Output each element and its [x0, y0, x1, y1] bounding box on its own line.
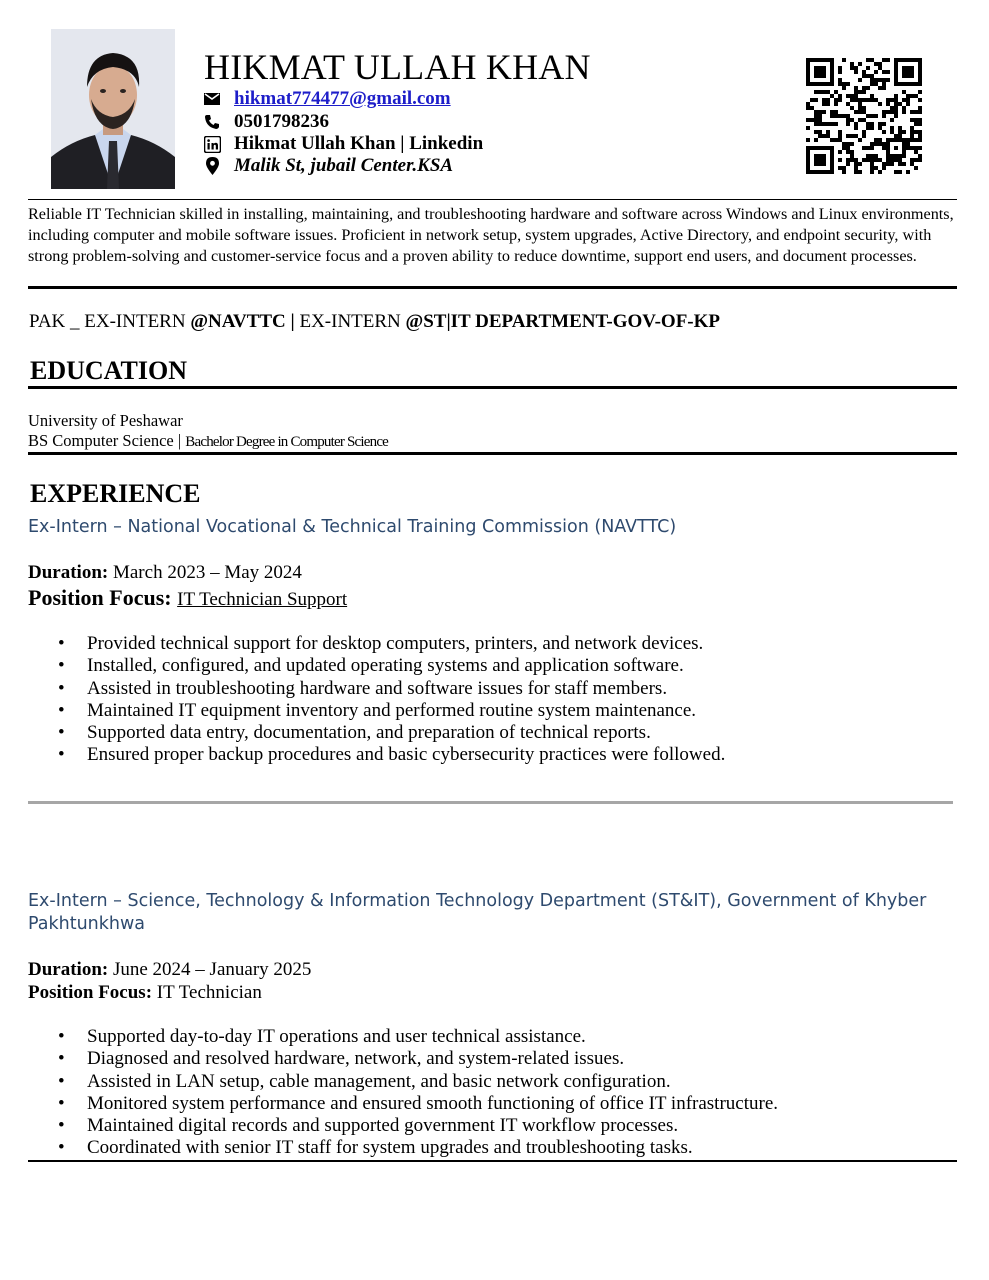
intern-mid: EX-INTERN [299, 311, 406, 332]
list-item: • Maintained IT equipment inventory and performed routine system maintenance. [58, 700, 725, 722]
list-item: • Supported data entry, documentation, and preparation of technical reports. [58, 722, 725, 744]
list-item: • Assisted in troubleshooting hardware and software issues for staff members. [58, 678, 725, 700]
degree-line [28, 431, 388, 451]
phone-number: 0501798236 [234, 111, 329, 132]
summary-divider [28, 286, 957, 289]
duration-label: Duration: [28, 562, 109, 583]
intern-prefix: PAK _ EX-INTERN [29, 311, 191, 332]
linkedin-icon [202, 134, 222, 154]
job-position-focus [28, 585, 347, 611]
email-link[interactable]: hikmat774477@gmail.com [234, 88, 451, 109]
list-item: • Monitored system performance and ensured smooth functioning of office IT infrastructure. [58, 1093, 778, 1115]
linkedin-link[interactable]: Hikmat Ullah Khan | Linkedin [234, 133, 484, 154]
job-separator [28, 801, 953, 804]
intern-org-stit: @ST|IT DEPARTMENT-GOV-OF-KP [405, 311, 721, 332]
job-title: Ex-Intern – National Vocational & Technical Training Commission (NAVTTC) [28, 517, 677, 537]
degree-full: Bachelor Degree in Computer Science [185, 434, 389, 450]
candidate-name: HIKMAT ULLAH KHAN [204, 47, 591, 87]
job-bullets [58, 633, 725, 767]
job-position-focus [28, 982, 262, 1004]
footer-divider [28, 1160, 957, 1162]
qr-code [806, 58, 922, 174]
position-focus-value: IT Technician [152, 982, 262, 1003]
degree-short: BS Computer Science | [28, 431, 186, 450]
experience-heading: EXPERIENCE [30, 479, 201, 508]
location-pin-icon [202, 156, 222, 176]
job-bullets [58, 1026, 778, 1160]
intern-org-navttc: @NAVTTC | [190, 311, 300, 332]
envelope-icon [202, 89, 222, 109]
list-item: • Supported day-to-day IT operations and user technical assistance. [58, 1026, 778, 1048]
job-duration [28, 959, 311, 981]
list-item: • Assisted in LAN setup, cable management, and basic network configuration. [58, 1071, 778, 1093]
duration-value: March 2023 – May 2024 [108, 562, 302, 583]
position-focus-value: IT Technician Support [177, 589, 348, 610]
list-item: • Diagnosed and resolved hardware, network, and system-related issues. [58, 1048, 778, 1070]
list-item: • Installed, configured, and updated operating systems and application software. [58, 655, 725, 677]
internship-summary-line [29, 311, 720, 333]
list-item: • Coordinated with senior IT staff for system upgrades and troubleshooting tasks. [58, 1137, 778, 1159]
position-focus-label: Position Focus: [28, 585, 172, 610]
address: Malik St, jubail Center.KSA [234, 155, 454, 176]
header-divider [28, 199, 957, 200]
list-item: • Maintained digital records and supported government IT workflow processes. [58, 1115, 778, 1137]
education-heading-divider [28, 386, 957, 389]
contact-email-row [202, 88, 622, 110]
phone-icon [202, 112, 222, 132]
duration-value: June 2024 – January 2025 [108, 959, 312, 980]
education-divider [28, 452, 957, 455]
university-name: University of Peshawar [28, 411, 183, 430]
education-heading: EDUCATION [30, 356, 187, 385]
profile-photo [51, 29, 175, 189]
job-title: Ex-Intern – Science, Technology & Information Technology Department (ST&IT), Government of Khyber Pakhtunkhwa [28, 891, 927, 934]
list-item: • Ensured proper backup procedures and basic cybersecurity practices were followed. [58, 744, 725, 766]
contact-address-row [202, 155, 622, 177]
job-duration [28, 562, 302, 584]
list-item: • Provided technical support for desktop computers, printers, and network devices. [58, 633, 725, 655]
duration-label: Duration: [28, 959, 109, 980]
contact-linkedin-row [202, 133, 622, 155]
position-focus-label: Position Focus: [28, 982, 153, 1003]
contact-phone-row [202, 111, 622, 133]
professional-summary: Reliable IT Technician skilled in installing, maintaining, and troubleshooting hardware and software across Windows and Linux environments, including computer and mobile software issues. Proficient in network setup, system upgrades, Active Directory, and endpoint security, with strong problem-solving and customer-service focus and a proven ability to reduce downtime, support end users, and document processes. [28, 205, 954, 265]
